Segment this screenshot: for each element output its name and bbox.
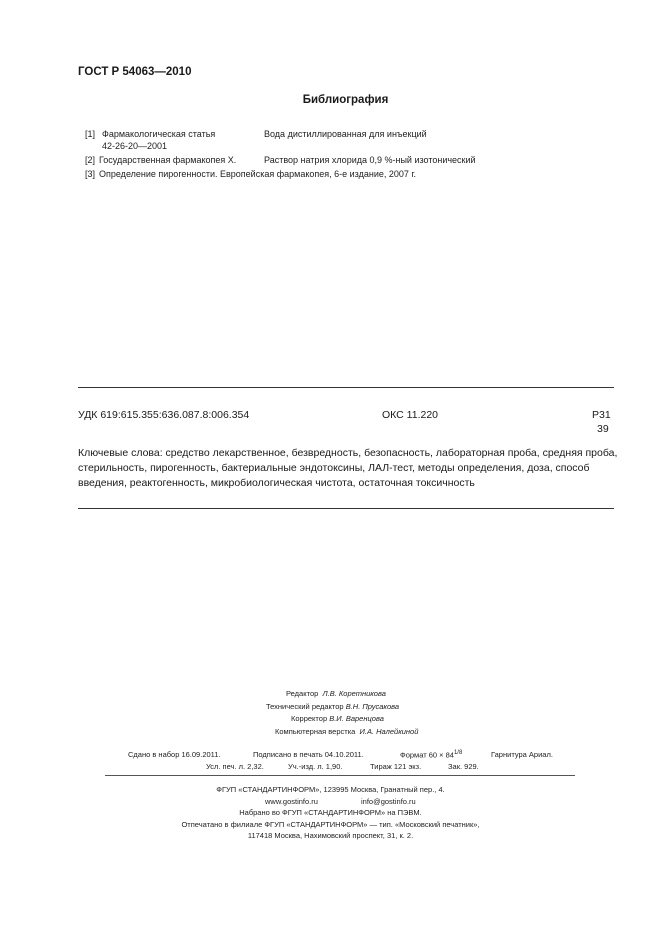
section-title: Библиография bbox=[302, 94, 389, 106]
bib-num-2: [2] bbox=[85, 155, 96, 165]
print-font: Гарнитура Ариал. bbox=[491, 750, 553, 759]
bib-left-1: Фармакологическая статья bbox=[102, 129, 216, 139]
divider-top bbox=[78, 387, 614, 388]
bib-num-1: [1] bbox=[85, 129, 96, 139]
format-fraction: 1/8 bbox=[453, 750, 463, 756]
print-run: Тираж 121 экз. bbox=[370, 762, 422, 771]
print-pub-sheets: Уч.-изд. л. 1,90. bbox=[288, 762, 343, 771]
divider-imprint bbox=[105, 775, 575, 776]
publisher-typeset: Набрано во ФГУП «СТАНДАРТИНФОРМ» на ПЭВМ. bbox=[239, 808, 422, 817]
bib-right-2: Раствор натрия хлорида 0,9 %-ный изотонический bbox=[264, 155, 476, 165]
oks-code: ОКС 11.220 bbox=[382, 409, 439, 421]
print-signed: Подписано в печать 04.10.2011. bbox=[253, 750, 364, 759]
credit-layout: Компьютерная верстка И.А. Налейкиной bbox=[275, 727, 419, 736]
bib-left-3: Определение пирогенности. Европейская фармакопея, 6-е издание, 2007 г. bbox=[99, 169, 417, 179]
group-code-2: 39 bbox=[597, 423, 609, 435]
print-order: Зак. 929. bbox=[448, 762, 479, 771]
bib-left-2: Государственная фармакопея X. bbox=[99, 155, 237, 165]
publisher-email: info@gostinfo.ru bbox=[361, 797, 416, 806]
divider-bottom bbox=[78, 508, 614, 509]
udk-code: УДК 619:615.355:636.087.8:006.354 bbox=[78, 409, 250, 421]
publisher-printed: Отпечатано в филиале ФГУП «СТАНДАРТИНФОРМ» — тип. «Московский печатник», bbox=[181, 820, 480, 829]
publisher-print-address: 117418 Москва, Нахимовский проспект, 31, к. 2. bbox=[247, 831, 414, 840]
group-code: Р31 bbox=[592, 409, 611, 421]
print-sheets: Усл. печ. л. 2,32. bbox=[206, 762, 264, 771]
publisher-website: www.gostinfo.ru bbox=[265, 797, 318, 806]
bib-right-1: Вода дистиллированная для инъекций bbox=[264, 129, 427, 139]
publisher-address: ФГУП «СТАНДАРТИНФОРМ», 123995 Москва, Гранатный пер., 4. bbox=[216, 785, 445, 794]
print-submitted: Сдано в набор 16.09.2011. bbox=[128, 750, 221, 759]
bib-num-3: [3] bbox=[85, 169, 96, 179]
bib-left2-1: 42-26-20—2001 bbox=[102, 141, 168, 151]
print-format: Формат $60 \times 84^{1/8}$ bbox=[400, 750, 463, 760]
credit-tech-editor: Технический редактор В.Н. Прусакова bbox=[266, 702, 400, 711]
credit-editor: Редактор Л.В. Коретникова bbox=[286, 689, 386, 698]
credit-corrector: Корректор В.И. Варенцова bbox=[291, 714, 384, 723]
keywords: Ключевые слова: средство лекарственное, безвредность, безопасность, лабораторная проба, средняя проба, стерильность, пирогенность, бактериальные эндотоксины, ЛАЛ-тест, методы определения, доза, способ введения, реактогенность, микробиологическая чистота, остаточная токсичность bbox=[78, 447, 618, 489]
standard-number: ГОСТ Р 54063—2010 bbox=[78, 66, 192, 78]
